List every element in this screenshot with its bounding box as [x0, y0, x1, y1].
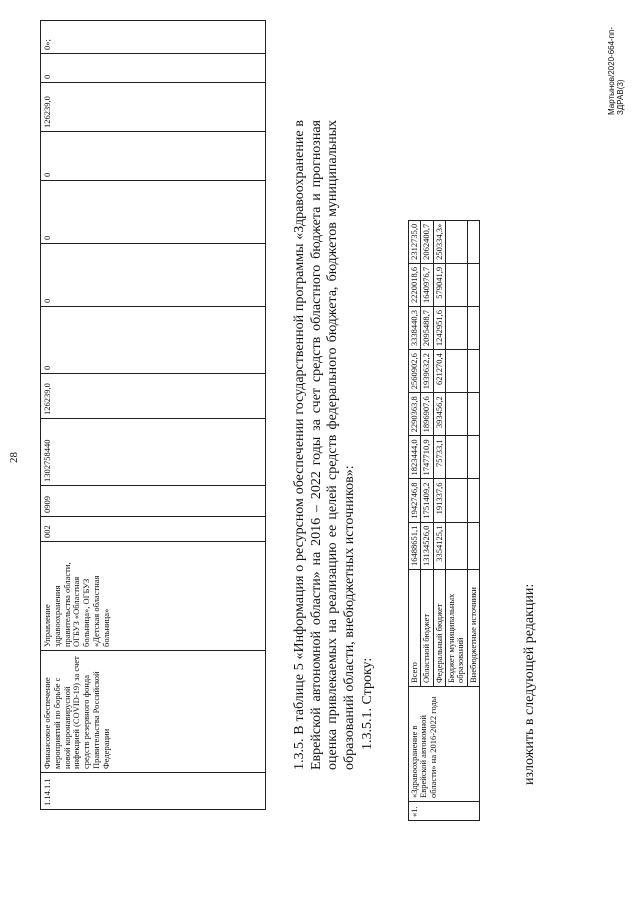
amendment-paragraph: 1.3.5. В таблице 5 «Информация о ресурсном обеспечении государственной программы «Здравоохранение в Еврейской автономной области» на 2016 – 2022 годы за счет средств областного бюджета и прогнозная оценка привлекаемых на реализацию ее целей средств федерального бюджета, бюджетов муниципальных образований области, внебюджетных источников»:	[292, 120, 357, 770]
value-cell	[446, 220, 468, 263]
value-cell: 126239,0	[41, 83, 266, 132]
value-cell: 0	[41, 181, 266, 244]
value-cell	[446, 479, 468, 522]
value-cell: 2290363,8	[409, 393, 421, 436]
source-label: Областной бюджет	[421, 570, 433, 687]
value-cell: 1242951,6	[433, 307, 445, 350]
value-cell: 126239,0	[41, 374, 266, 419]
value-cell: 1823444,0	[409, 436, 421, 479]
value-cell	[467, 350, 479, 393]
value-cell: 393456,2	[433, 393, 445, 436]
activity-name: Финансовое обеспечение мероприятий по борьбе с новой коронавирусной инфекцией (COVID-19) за счет средств резервного фонда Правительства Российской Федерации	[41, 651, 266, 773]
value-cell	[446, 350, 468, 393]
value-cell: 1942746,8	[409, 479, 421, 522]
resource-table-row	[408, 220, 480, 821]
source-label: Внебюджетные источники	[467, 570, 479, 687]
value-cell	[467, 436, 479, 479]
value-cell	[446, 522, 468, 569]
value-cell	[467, 393, 479, 436]
program-name: «Здравоохранение в Еврейской автономной области» на 2016-2022 годы	[409, 687, 480, 802]
value-cell: 75733,1	[433, 436, 445, 479]
value-cell	[467, 479, 479, 522]
subpoint-label: 1.3.5.1. Строку:	[360, 657, 375, 750]
value-cell	[467, 307, 479, 350]
value-cell: 0»;	[41, 21, 266, 54]
value-cell: 2095488,7	[421, 307, 433, 350]
executor: Управление здравоохранения правительства области, ОГБУЗ «Областная больница», ОГБУЗ «Детская областная больница»	[41, 542, 266, 651]
value-cell: 13134526,0	[421, 522, 433, 569]
csr-code: 1302758440	[41, 419, 266, 486]
value-cell: 16488651,1	[409, 522, 421, 569]
value-cell: 0	[41, 54, 266, 83]
value-cell: 1747710,9	[421, 436, 433, 479]
value-cell	[467, 522, 479, 569]
value-cell: 3338440,3	[409, 307, 421, 350]
rzpr-code: 0909	[41, 486, 266, 517]
value-cell: 1896907,6	[421, 393, 433, 436]
grbs-code: 002	[41, 517, 266, 542]
value-cell	[467, 220, 479, 263]
document-code: Мартынов/2020-664-пп-ЗДРАВ(3)	[607, 26, 625, 115]
value-cell: 2220018,6	[409, 263, 421, 306]
value-cell	[446, 436, 468, 479]
source-label: Федеральный бюджет	[433, 570, 445, 687]
value-cell: 2312735,0	[409, 220, 421, 263]
value-cell: 0	[41, 132, 266, 181]
value-cell: 621270,4	[433, 350, 445, 393]
source-label: Бюджет муниципальных образований	[446, 570, 468, 687]
value-cell: 2062400,7	[421, 220, 433, 263]
value-cell: 1751409,2	[421, 479, 433, 522]
value-cell: 1640976,7	[421, 263, 433, 306]
closing-phrase: изложить в следующей редакции:	[522, 583, 537, 785]
value-cell	[446, 263, 468, 306]
page-number: 28	[8, 452, 20, 463]
table-row	[41, 21, 266, 810]
value-cell	[446, 307, 468, 350]
value-cell: 0	[41, 244, 266, 307]
program-table-continuation	[40, 20, 266, 810]
value-cell: 2560902,6	[409, 350, 421, 393]
value-cell: 3354125,1	[433, 522, 445, 569]
value-cell: 191337,6	[433, 479, 445, 522]
value-cell: 1939632,2	[421, 350, 433, 393]
value-cell: 579041,9	[433, 263, 445, 306]
value-cell: 0	[41, 307, 266, 374]
row-number: «1.	[409, 802, 480, 821]
table-row	[409, 220, 421, 820]
value-cell	[446, 393, 468, 436]
value-cell	[467, 263, 479, 306]
source-label: Всего	[409, 570, 421, 687]
value-cell: 250334,3»	[433, 220, 445, 263]
row-number: 1.14.1.1	[41, 773, 266, 810]
